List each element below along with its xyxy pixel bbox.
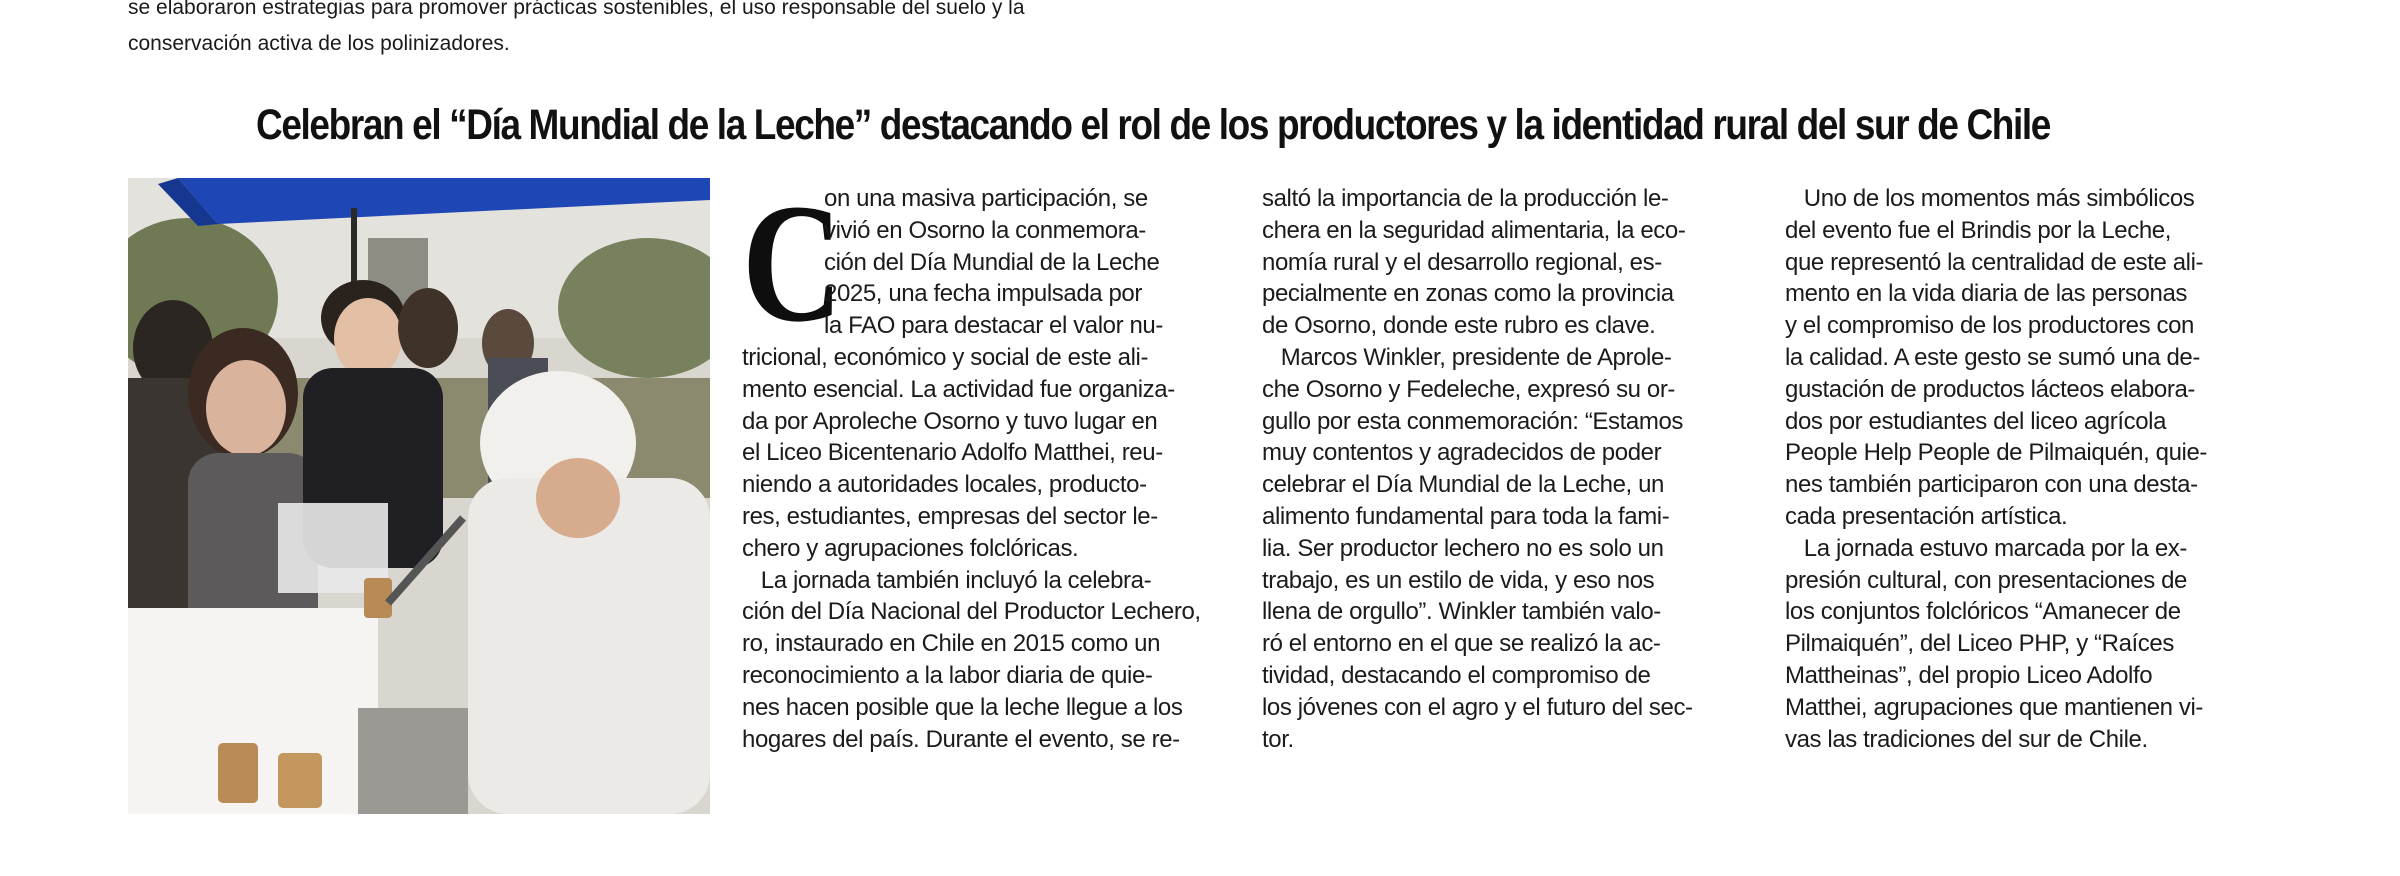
text-line: mento esencial. La actividad fue organiza- bbox=[742, 375, 1175, 403]
text-line: de Osorno, donde este rubro es clave. bbox=[1262, 312, 1656, 340]
text-line: 2025, una fecha impulsada por bbox=[824, 280, 1142, 308]
text-line: los conjuntos folclóricos “Amanecer de bbox=[1785, 598, 2181, 626]
text-line: Matthei, agrupaciones que mantienen vi- bbox=[1785, 693, 2203, 721]
article-headline: Celebran el “Día Mundial de la Leche” destacando el rol de los productores y la identidad rural del sur de Chile bbox=[256, 101, 2050, 149]
text-line: trabajo, es un estilo de vida, y eso nos bbox=[1262, 566, 1655, 594]
text-line: que representó la centralidad de este ali- bbox=[1785, 248, 2204, 276]
previous-article-text bbox=[128, 0, 1148, 62]
text-line: mento en la vida diaria de las personas bbox=[1785, 280, 2187, 308]
text-line: lia. Ser productor lechero no es solo un bbox=[1262, 534, 1664, 562]
drop-cap: C bbox=[742, 169, 843, 357]
text-line: da por Aproleche Osorno y tuvo lugar en bbox=[742, 407, 1158, 435]
text-line: vivió en Osorno la conmemora- bbox=[824, 216, 1146, 244]
text-line: vas las tradiciones del sur de Chile. bbox=[1785, 725, 2148, 753]
text-line: alimento fundamental para toda la fami- bbox=[1262, 502, 1670, 530]
text-line: gustación de productos lácteos elabora- bbox=[1785, 375, 2196, 403]
text-line: saltó la importancia de la producción le- bbox=[1262, 185, 1669, 212]
text-line: presión cultural, con presentaciones de bbox=[1785, 566, 2187, 594]
text-line: People Help People de Pilmaiquén, quie- bbox=[1785, 439, 2208, 467]
text-line: res, estudiantes, empresas del sector le- bbox=[742, 502, 1158, 530]
text-line: ro, instaurado en Chile en 2015 como un bbox=[742, 630, 1161, 658]
text-line: chera en la seguridad alimentaria, la eco- bbox=[1262, 216, 1686, 244]
text-line: Pilmaiquén”, del Liceo PHP, y “Raíces bbox=[1785, 630, 2174, 658]
text-line: ción del Día Mundial de la Leche bbox=[824, 248, 1160, 276]
text-line: y el compromiso de los productores con bbox=[1785, 312, 2194, 340]
text-line: tricional, económico y social de este ali- bbox=[742, 343, 1149, 371]
text-line: los jóvenes con el agro y el futuro del sec- bbox=[1262, 693, 1693, 721]
text-line: tor. bbox=[1262, 725, 1294, 753]
text-line: cada presentación artística. bbox=[1785, 502, 2068, 530]
text-line: chero y agrupaciones folclóricas. bbox=[742, 534, 1079, 562]
text-line: dos por estudiantes del liceo agrícola bbox=[1785, 407, 2167, 435]
previous-article-line: conservación activa de los polinizadores. bbox=[128, 32, 510, 55]
article-photo bbox=[128, 178, 710, 814]
text-line: hogares del país. Durante el evento, se re- bbox=[742, 725, 1180, 753]
text-line: ción del Día Nacional del Productor Lechero, bbox=[742, 598, 1201, 626]
text-line: pecialmente en zonas como la provincia bbox=[1262, 280, 1674, 308]
text-line: La jornada también incluyó la celebra- bbox=[742, 566, 1152, 594]
article-column-2 bbox=[1262, 183, 1752, 755]
text-line: del evento fue el Brindis por la Leche, bbox=[1785, 216, 2171, 244]
text-line: celebrar el Día Mundial de la Leche, un bbox=[1262, 471, 1664, 499]
text-line: tividad, destacando el compromiso de bbox=[1262, 661, 1651, 689]
article-column-1 bbox=[742, 169, 1230, 755]
text-line: nes también participaron con una desta- bbox=[1785, 471, 2198, 499]
text-line: La jornada estuvo marcada por la ex- bbox=[1785, 534, 2187, 562]
text-line: la calidad. A este gesto se sumó una de- bbox=[1785, 343, 2200, 371]
text-line: niendo a autoridades locales, producto- bbox=[742, 471, 1147, 499]
text-line: llena de orgullo”. Winkler también valo- bbox=[1262, 598, 1661, 626]
article-column-3 bbox=[1785, 183, 2285, 755]
text-line: che Osorno y Fedeleche, expresó su or- bbox=[1262, 375, 1676, 403]
text-line: nes hacen posible que la leche llegue a los bbox=[742, 693, 1183, 721]
text-line: Uno de los momentos más simbólicos bbox=[1785, 185, 2195, 212]
text-line: Mattheinas”, del propio Liceo Adolfo bbox=[1785, 661, 2153, 689]
text-line: reconocimiento a la labor diaria de quie- bbox=[742, 661, 1153, 689]
previous-article-line: se elaboraron estrategias para promover prácticas sostenibles, el uso responsable del suelo y la bbox=[128, 0, 1025, 19]
text-line: la FAO para destacar el valor nu- bbox=[824, 312, 1163, 340]
text-line: on una masiva participación, se bbox=[824, 185, 1148, 212]
text-line: muy contentos y agradecidos de poder bbox=[1262, 439, 1662, 467]
text-line: el Liceo Bicentenario Adolfo Matthei, reu- bbox=[742, 439, 1163, 467]
text-line: Marcos Winkler, presidente de Aprole- bbox=[1262, 343, 1672, 371]
text-line: nomía rural y el desarrollo regional, es- bbox=[1262, 248, 1662, 276]
text-line: ró el entorno en el que se realizó la ac- bbox=[1262, 630, 1661, 658]
text-line: gullo por esta conmemoración: “Estamos bbox=[1262, 407, 1683, 435]
